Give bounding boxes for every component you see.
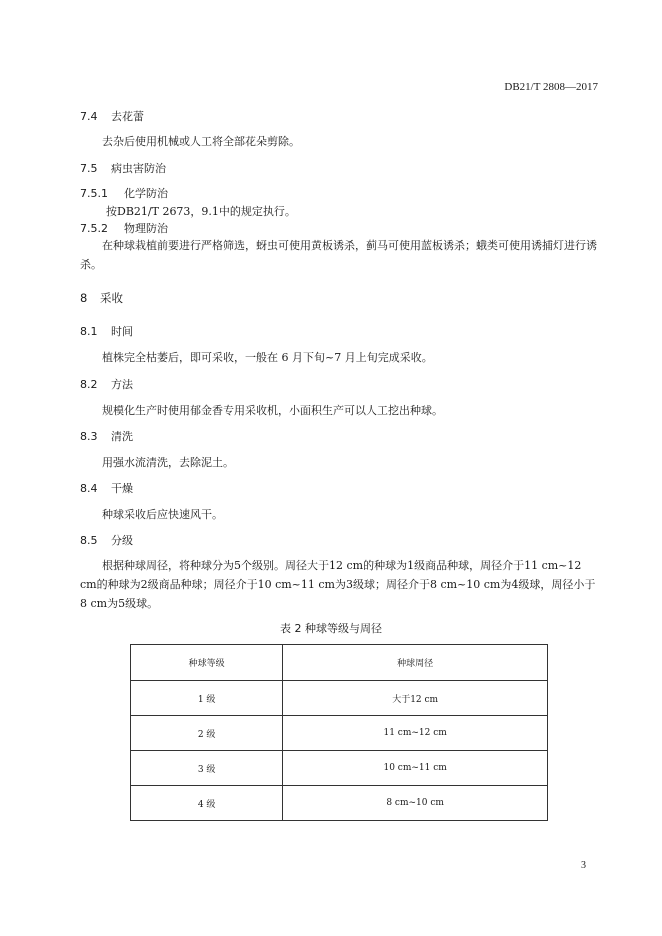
section-8-2-text: 规模化生产时使用郁金香专用采收机，小面积生产可以人工挖出种球。 — [102, 404, 443, 417]
table-cell: 2 级 — [131, 716, 283, 751]
section-8-3-heading — [80, 428, 133, 444]
section-number: 7.5 — [80, 162, 98, 175]
section-7-5-1-text: 按DB21/T 2673，9.1中的规定执行。 — [106, 205, 296, 218]
page-number: 3 — [581, 860, 586, 871]
table-cell: 4 级 — [131, 786, 283, 821]
section-8-4-heading — [80, 480, 133, 496]
section-7-5-1-heading — [80, 185, 168, 201]
table-header-cell: 种球等级 — [131, 645, 283, 681]
section-title: 分级 — [111, 534, 133, 547]
section-8-5-text: 根据种球周径，将种球分为5个级别。周径大于12 cm的种球为1级商品种球，周径介于11 cm~12 cm的种球为2级商品种球；周径介于10 cm~11 cm为3级球；周径介于8 cm~10 cm为4级球，周径小于8 cm为5级球。 — [80, 559, 596, 610]
section-7-4-heading — [80, 108, 144, 124]
table-row — [131, 751, 548, 786]
section-7-5-2-heading — [80, 220, 168, 236]
table-cell: 1 级 — [131, 681, 283, 716]
section-8-1-heading — [80, 323, 133, 339]
section-number: 7.4 — [80, 110, 98, 123]
section-7-5-heading — [80, 160, 166, 176]
section-title: 方法 — [111, 378, 133, 391]
table-cell: 3 级 — [131, 751, 283, 786]
section-number: 8.5 — [80, 534, 98, 547]
table-header-cell: 种球周径 — [283, 645, 548, 681]
section-8-4-text: 种球采收后应快速风干。 — [102, 508, 223, 521]
section-title: 化学防治 — [124, 187, 168, 200]
section-number: 7.5.1 — [80, 187, 108, 200]
section-8-5-heading — [80, 532, 133, 548]
table-cell: 11 cm~12 cm — [283, 716, 548, 751]
section-title: 清洗 — [111, 430, 133, 443]
section-number: 8.3 — [80, 430, 98, 443]
section-title: 物理防治 — [124, 222, 168, 235]
table-row — [131, 716, 548, 751]
section-title: 病虫害防治 — [111, 162, 166, 175]
section-number: 7.5.2 — [80, 222, 108, 235]
section-number: 8.1 — [80, 325, 98, 338]
section-8-3-text: 用强水流清洗，去除泥土。 — [102, 456, 234, 469]
table-caption: 表 2 种球等级与周径 — [280, 622, 382, 635]
section-7-4-text: 去杂后使用机械或人工将全部花朵剪除。 — [102, 135, 300, 148]
section-number: 8 — [80, 291, 88, 305]
section-8-2-heading — [80, 376, 133, 392]
section-title: 时间 — [111, 325, 133, 338]
grade-table — [130, 644, 548, 821]
section-8-1-text: 植株完全枯萎后，即可采收，一般在 6 月下旬~7 月上旬完成采收。 — [102, 351, 433, 364]
section-number: 8.4 — [80, 482, 98, 495]
section-8-heading — [80, 290, 123, 306]
section-title: 干燥 — [111, 482, 133, 495]
section-title: 去花蕾 — [111, 110, 144, 123]
section-number: 8.2 — [80, 378, 98, 391]
table-row — [131, 681, 548, 716]
section-7-5-2-text: 在种球栽植前要进行严格筛选，蚜虫可使用黄板诱杀，蓟马可使用蓝板诱杀；蛾类可使用诱捕灯进行诱杀。 — [80, 239, 597, 271]
table-cell: 10 cm~11 cm — [283, 751, 548, 786]
table-header-row — [131, 645, 548, 681]
section-title: 采收 — [100, 291, 123, 305]
table-cell: 8 cm~10 cm — [283, 786, 548, 821]
standard-number: DB21/T 2808—2017 — [504, 81, 598, 93]
table-row — [131, 786, 548, 821]
table-cell: 大于12 cm — [283, 681, 548, 716]
